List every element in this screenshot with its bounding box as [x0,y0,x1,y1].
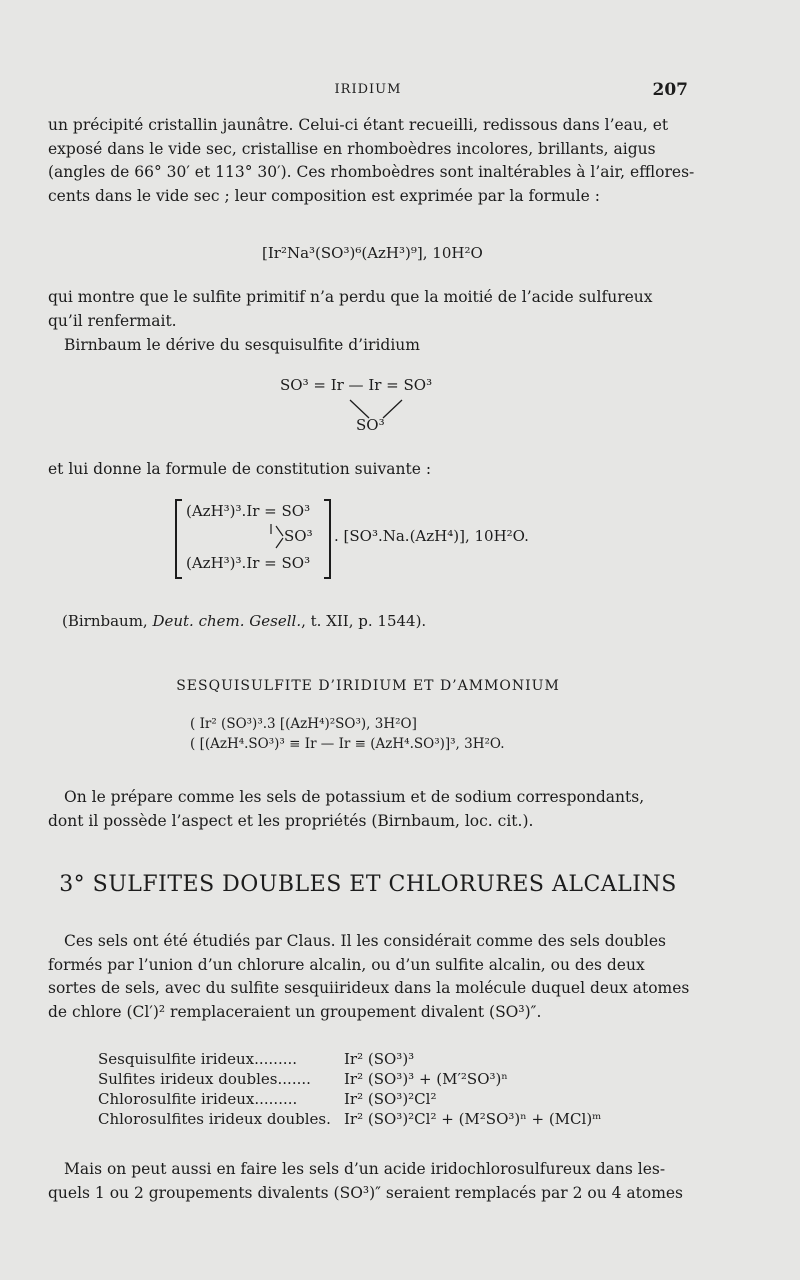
section-heading-sulfites-doubles: 3° SULFITES DOUBLES ET CHLORURES ALCALINS [59,872,677,897]
paragraph-line: Birnbaum le dérive du sesquisulfite d’iridium [64,336,420,354]
formula-ammonium-b: ( [(AzH⁴.SO³)³ ≡ Ir — Ir ≡ (AzH⁴.SO³)]³, 3H²O. [190,736,505,752]
table-value: Ir² (SO³)³ [344,1050,415,1068]
formula-text: [(AzH⁴.SO³)³ ≡ Ir — Ir ≡ (AzH⁴.SO³)]³, 3H²O. [199,736,505,752]
paragraph-line: et lui donne la formule de constitution suivante : [48,460,432,478]
structure-line-2: (AzH³)³.Ir = SO³ [186,554,311,572]
paragraph-line: un précipité cristallin jaunâtre. Celui-ci étant recueilli, redissous dans l’eau, et [48,116,669,134]
page-number: 207 [652,80,688,100]
paragraph-7 [48,1158,688,1205]
paragraph-line: (angles de 66° 30′ et 113° 30′). Ces rhomboèdres sont inaltérables à l’air, efflores- [48,163,695,181]
paragraph-1 [48,114,695,208]
paragraph-5 [48,786,688,833]
table-label: Sulfites irideux doubles....... [98,1070,311,1088]
paragraph-line: cents dans le vide sec ; leur composition est exprimée par la formule : [48,186,600,205]
table-value: Ir² (SO³)²Cl² + (M²SO³)ⁿ + (MCl)ᵐ [344,1110,602,1128]
structure-bottom-group: SO³ [356,416,385,434]
paragraph-line: Ces sels ont été étudiés par Claus. Il les considérait comme des sels doubles [64,932,666,950]
table-value: Ir² (SO³)³ + (M′²SO³)ⁿ [344,1070,508,1088]
reference-details: , t. XII, p. 1544). [301,612,427,630]
paragraph-6 [48,930,688,1024]
paragraph-line: sortes de sels, avec du sulfite sesquiirideux dans la molécule duquel deux atomes [48,979,690,997]
paragraph-line: Mais on peut aussi en faire les sels d’un acide iridochlorosulfureux dans les- [64,1160,666,1178]
structure-line-1: (AzH³)³.Ir = SO³ [186,502,311,520]
paragraph-2 [48,286,688,333]
table-label: Sesquisulfite irideux......... [98,1050,298,1068]
paragraph-4 [48,458,688,482]
table-row [98,1110,698,1130]
table-value: Ir² (SO³)²Cl² [344,1090,437,1108]
reference-citation [62,612,426,630]
structure-suffix: . [SO³.Na.(AzH⁴)], 10H²O. [334,527,529,545]
reference-author: (Birnbaum, [62,612,153,630]
running-title: IRIDIUM [334,82,402,97]
paragraph-line: dont il possède l’aspect et les propriétés (Birnbaum, loc. cit.). [48,811,534,830]
structure-top-line: SO³ = Ir — Ir = SO³ [280,376,433,394]
section-heading-sesquisulfite: SESQUISULFITE D’IRIDIUM ET D’AMMONIUM [176,678,560,694]
table-row [98,1090,698,1110]
structure-bonds [270,376,510,446]
reference-journal: Deut. chem. Gesell. [152,612,302,630]
paragraph-line: qu’il renfermait. [48,311,177,330]
table-row [98,1070,698,1090]
table-label: Chlorosulfite irideux......... [98,1090,298,1108]
paragraph-line: formés par l’union d’un chlorure alcalin, ou d’un sulfite alcalin, ou des deux [48,955,645,974]
paragraph-3 [48,334,688,358]
structure-sesquisulfite [270,376,510,446]
paragraph-line: exposé dans le vide sec, cristallise en rhomboèdres incolores, brillants, aigus [48,139,656,158]
structure-middle-group: SO³ [284,527,313,545]
table-row [98,1050,698,1070]
paragraph-line: On le prépare comme les sels de potassium et de sodium correspondants, [64,788,645,806]
paragraph-line: qui montre que le sulfite primitif n’a perdu que la moitié de l’acide sulfureux [48,288,653,306]
formula-ammonium-a: ( Ir² (SO³)³.3 [(AzH⁴)²SO³), 3H²O] [190,716,417,732]
running-head [48,80,688,104]
paragraph-line: quels 1 ou 2 groupements divalents (SO³)″ seraient remplacés par 2 ou 4 atomes [48,1183,684,1202]
paragraph-line: de chlore (Cl′)² remplaceraient un groupement divalent (SO³)″. [48,1002,542,1021]
formula-1: [Ir²Na³(SO³)⁶(AzH³)⁹], 10H²O [262,244,483,262]
structure-constitution [172,496,572,586]
formula-text: Ir² (SO³)³.3 [(AzH⁴)²SO³), 3H²O] [199,716,417,732]
table-label: Chlorosulfites irideux doubles. [98,1110,331,1128]
